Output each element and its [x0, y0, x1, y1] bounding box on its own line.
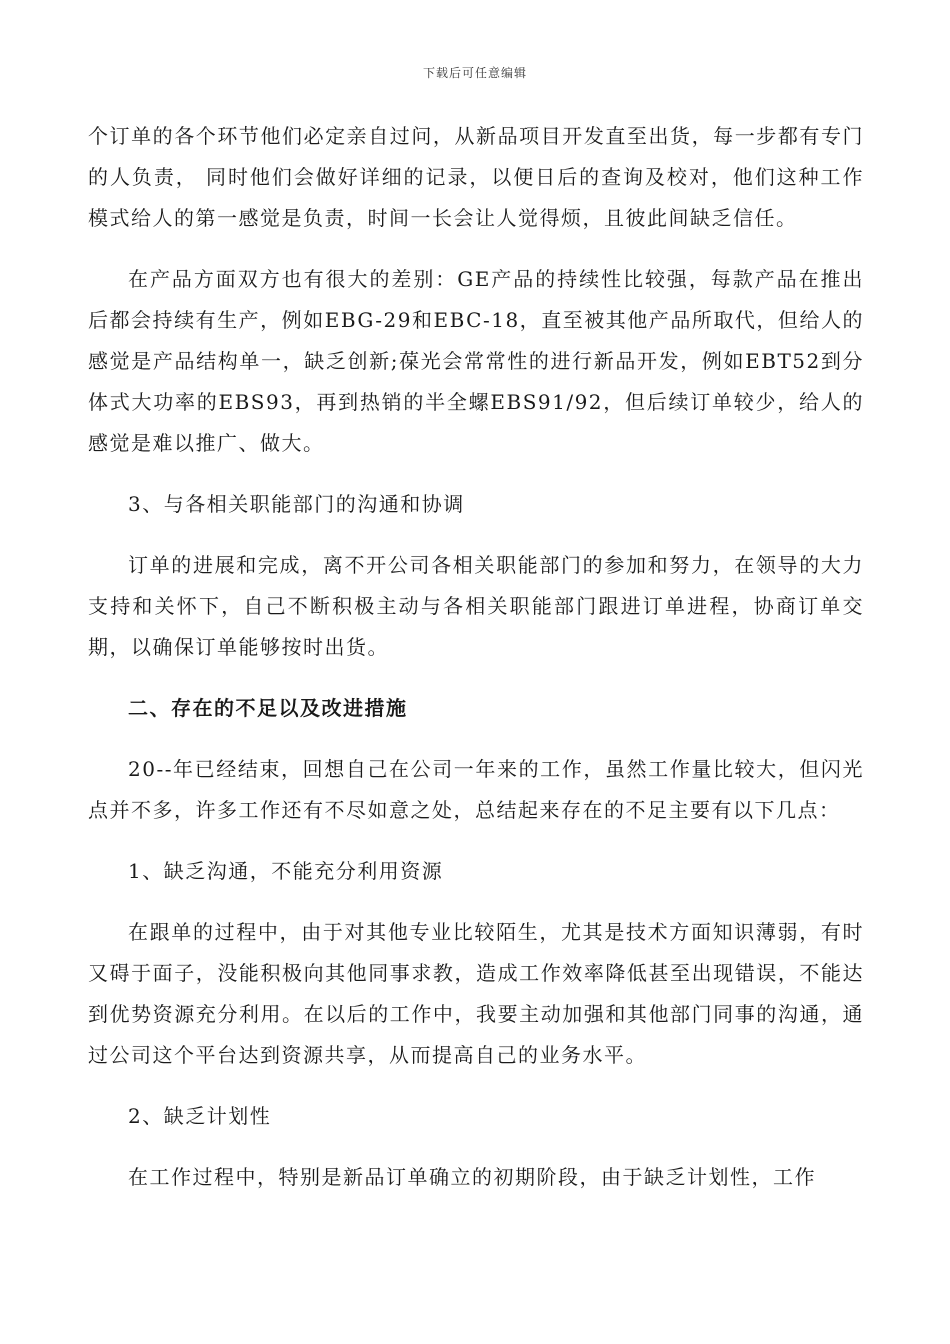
paragraph-year-review: 20--年已经结束，回想自己在公司一年来的工作，虽然工作量比较大，但闪光点并不多，许多工作还有不尽如意之处，总结起来存在的不足主要有以下几点： — [88, 757, 864, 822]
section-heading-shortcomings: 二、存在的不足以及改进措施 — [128, 696, 408, 720]
subheading-lack-communication: 1、缺乏沟通，不能充分利用资源 — [128, 859, 444, 883]
paragraph-order-progress: 订单的进展和完成，离不开公司各相关职能部门的参加和努力，在领导的大力支持和关怀下，自己不断积极主动与各相关职能部门跟进订单进程，协商订单交期，以确保订单能够按时出货。 — [88, 553, 864, 659]
subheading-lack-planning: 2、缺乏计划性 — [128, 1104, 272, 1128]
document-body — [88, 116, 864, 1218]
subheading-communication: 3、与各相关职能部门的沟通和协调 — [128, 492, 465, 516]
page-header-note: 下载后可任意编辑 — [422, 66, 527, 80]
paragraph-resource-usage: 在跟单的过程中，由于对其他专业比较陌生，尤其是技术方面知识薄弱，有时又碍于面子，没能积极向其他同事求教，造成工作效率降低甚至出现错误，不能达到优势资源充分利用。在以后的工作中，我要主动加强和其他部门同事的沟通，通过公司这个平台达到资源共享，从而提高自己的业务水平。 — [88, 920, 864, 1067]
paragraph-planning: 在工作过程中，特别是新品订单确立的初期阶段，由于缺乏计划性，工作 — [128, 1165, 816, 1189]
paragraph-continued: 个订单的各个环节他们必定亲自过问，从新品项目开发直至出货，每一步都有专门的人负责， 同时他们会做好详细的记录，以便日后的查询及校对，他们这种工作模式给人的第一感觉是负责，时间一长会让人觉得烦，且彼此间缺乏信任。 — [88, 124, 864, 230]
paragraph-product-difference: 在产品方面双方也有很大的差别：GE产品的持续性比较强，每款产品在推出后都会持续有生产，例如EBG-29和EBC-18，直至被其他产品所取代，但给人的感觉是产品结构单一，缺乏创新;葆光会常常性的进行新品开发，例如EBT52到分体式大功率的EBS93，再到热销的半全螺EBS91/92，但后续订单较少，给人的感觉是难以推广、做大。 — [88, 267, 864, 455]
